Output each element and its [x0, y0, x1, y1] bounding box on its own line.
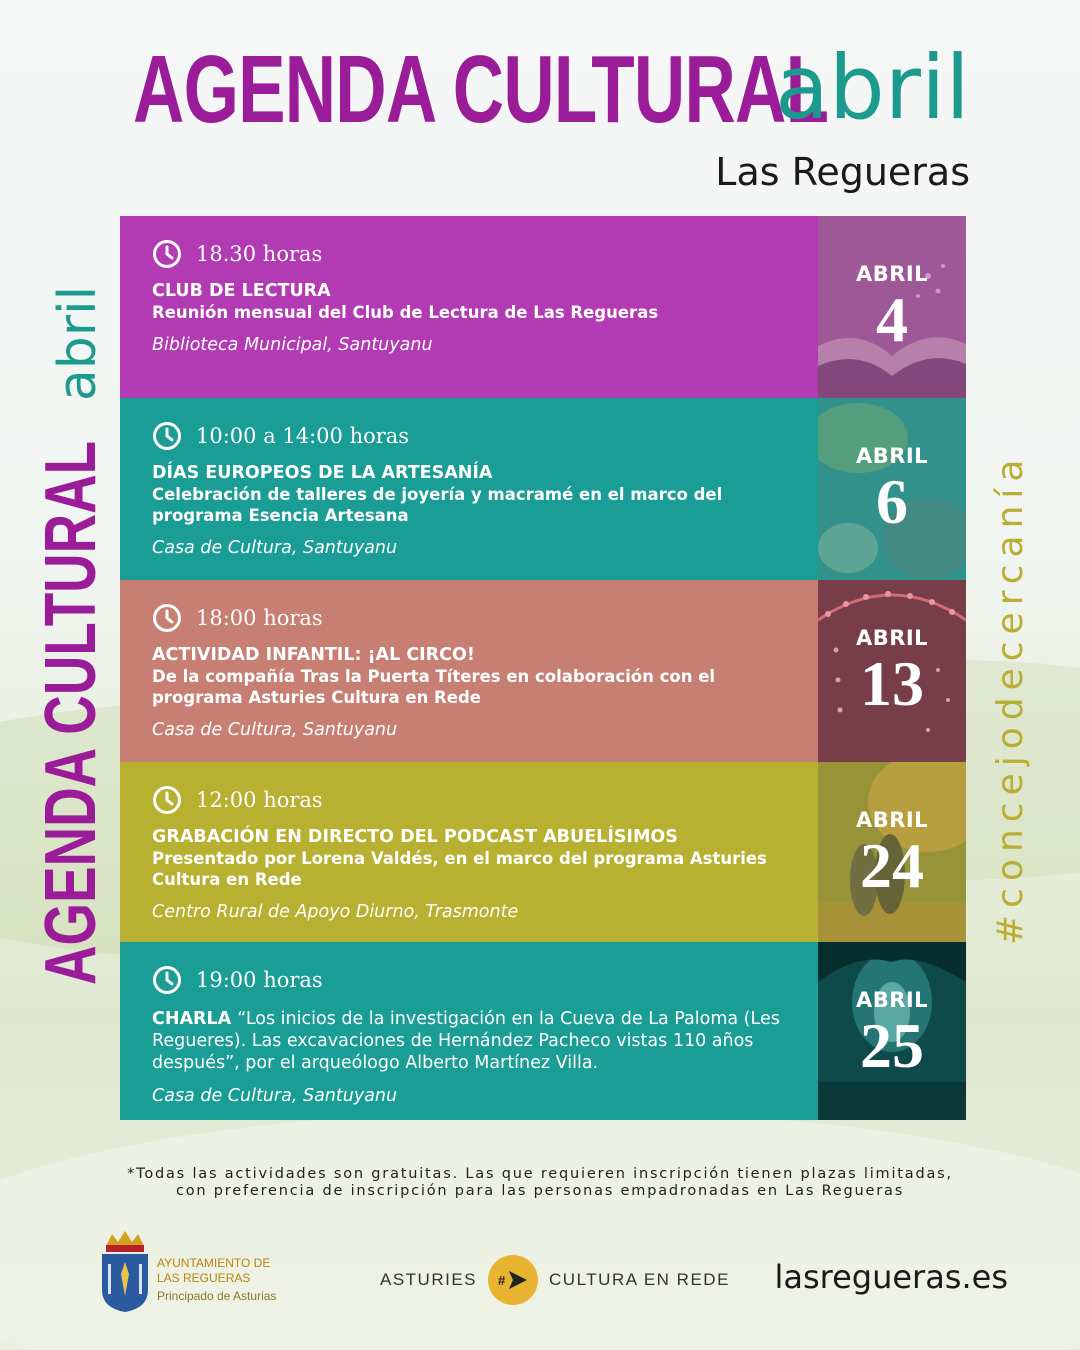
- event-title: CHARLA: [152, 1009, 232, 1029]
- event-month-label: ABRIL: [855, 626, 929, 650]
- event-place: Casa de Cultura, Santuyanu: [152, 720, 398, 740]
- event-body: [120, 762, 818, 942]
- clock-icon: [152, 421, 182, 451]
- vertical-title-month: abril: [48, 285, 108, 402]
- event-time: 12:00 horas: [196, 788, 323, 812]
- event-description: Reunión mensual del Club de Lectura de Las Regueras: [152, 303, 659, 322]
- event-time-row: [152, 964, 788, 996]
- footnote: [0, 1166, 1080, 1200]
- event-time-row: [152, 420, 788, 452]
- clock-icon: [152, 965, 182, 995]
- asturies-left-text: ASTURIES: [380, 1270, 478, 1289]
- background-hill: [0, 1110, 1080, 1350]
- event-date: [818, 398, 966, 580]
- event-date: [818, 762, 966, 942]
- send-arrow-icon: [487, 1254, 539, 1306]
- clock-icon: [152, 603, 182, 633]
- council-name-line: LAS REGUERAS: [157, 1271, 251, 1285]
- event-day: 6: [876, 466, 908, 537]
- event-time-row: [152, 602, 788, 634]
- hashtag: #concejodecercanía: [990, 452, 1031, 945]
- event-body: [120, 398, 818, 580]
- region-name: Principado de Asturias: [157, 1289, 277, 1303]
- event-month-label: ABRIL: [855, 444, 929, 468]
- event-title: GRABACIÓN EN DIRECTO DEL PODCAST ABUELÍSIMOS: [152, 827, 678, 847]
- event-place: Centro Rural de Apoyo Diurno, Trasmonte: [152, 902, 519, 922]
- title-month: abril: [775, 36, 970, 139]
- event-body: [120, 216, 818, 398]
- event-day: 13: [860, 648, 924, 719]
- event-place: Casa de Cultura, Santuyanu: [152, 1086, 398, 1106]
- event-time: 18:00 horas: [196, 606, 323, 630]
- event-time: 19:00 horas: [196, 968, 323, 992]
- event-list: [120, 216, 966, 1120]
- event-month-label: ABRIL: [855, 988, 929, 1012]
- event-time: 10:00 a 14:00 horas: [196, 424, 410, 448]
- event-time-row: [152, 238, 788, 270]
- clock-icon: [152, 785, 182, 815]
- event-month-label: ABRIL: [855, 808, 929, 832]
- title-place: Las Regueras: [715, 150, 970, 194]
- clock-icon: [152, 239, 182, 269]
- event-time: 18.30 horas: [196, 242, 323, 266]
- event-date: [818, 216, 966, 398]
- event-title-row: [152, 1008, 788, 1074]
- event-item: [120, 762, 966, 942]
- event-body: [120, 580, 818, 762]
- event-item: [120, 398, 966, 580]
- event-item: [120, 580, 966, 762]
- coat-of-arms-logo: [98, 1228, 152, 1314]
- footnote-line: con preferencia de inscripción para las personas empadronadas en Las Regueras: [175, 1183, 905, 1199]
- event-description: Presentado por Lorena Valdés, en el marco del programa Asturies Cultura en Rede: [152, 849, 767, 889]
- council-name: [157, 1256, 276, 1304]
- council-name-line: AYUNTAMIENTO DE: [157, 1256, 271, 1270]
- event-place: Biblioteca Municipal, Santuyanu: [152, 335, 433, 355]
- event-description: “Los inicios de la investigación en la Cueva de La Paloma (Les Regueres). Las excavaciones de Hernández Pacheco vistas 110 años después”, por el arqueólogo Alberto Martínez Villa.: [152, 1009, 780, 1073]
- page-title: AGENDA CULTURAL: [133, 36, 829, 143]
- event-date: [818, 942, 966, 1120]
- event-description: Celebración de talleres de joyería y macramé en el marco del programa Esencia Artesana: [152, 485, 723, 525]
- event-time-row: [152, 784, 788, 816]
- event-month-label: ABRIL: [855, 262, 929, 286]
- event-description: De la compañía Tras la Puerta Títeres en colaboración con el programa Asturies Cultura en Rede: [152, 667, 716, 707]
- asturies-cultura-logo: [380, 1254, 730, 1306]
- event-place: Casa de Cultura, Santuyanu: [152, 538, 398, 558]
- svg-text:#: #: [498, 1273, 507, 1288]
- event-date: [818, 580, 966, 762]
- event-item: [120, 216, 966, 398]
- event-title: CLUB DE LECTURA: [152, 281, 331, 301]
- event-title: DÍAS EUROPEOS DE LA ARTESANÍA: [152, 463, 493, 483]
- vertical-title-main: AGENDA CULTURAL: [31, 440, 111, 985]
- event-title: ACTIVIDAD INFANTIL: ¡AL CIRCO!: [152, 645, 475, 665]
- vertical-title: [30, 286, 112, 985]
- website-link[interactable]: lasregueras.es: [774, 1258, 1008, 1296]
- event-day: 4: [876, 284, 908, 355]
- event-day: 24: [860, 830, 924, 901]
- footnote-line: *Todas las actividades son gratuitas. Las que requieren inscripción tienen plazas limitadas,: [127, 1166, 953, 1182]
- event-day: 25: [860, 1010, 924, 1081]
- event-body: [120, 942, 818, 1120]
- event-item: [120, 942, 966, 1120]
- asturies-right-text: CULTURA EN REDE: [549, 1270, 730, 1289]
